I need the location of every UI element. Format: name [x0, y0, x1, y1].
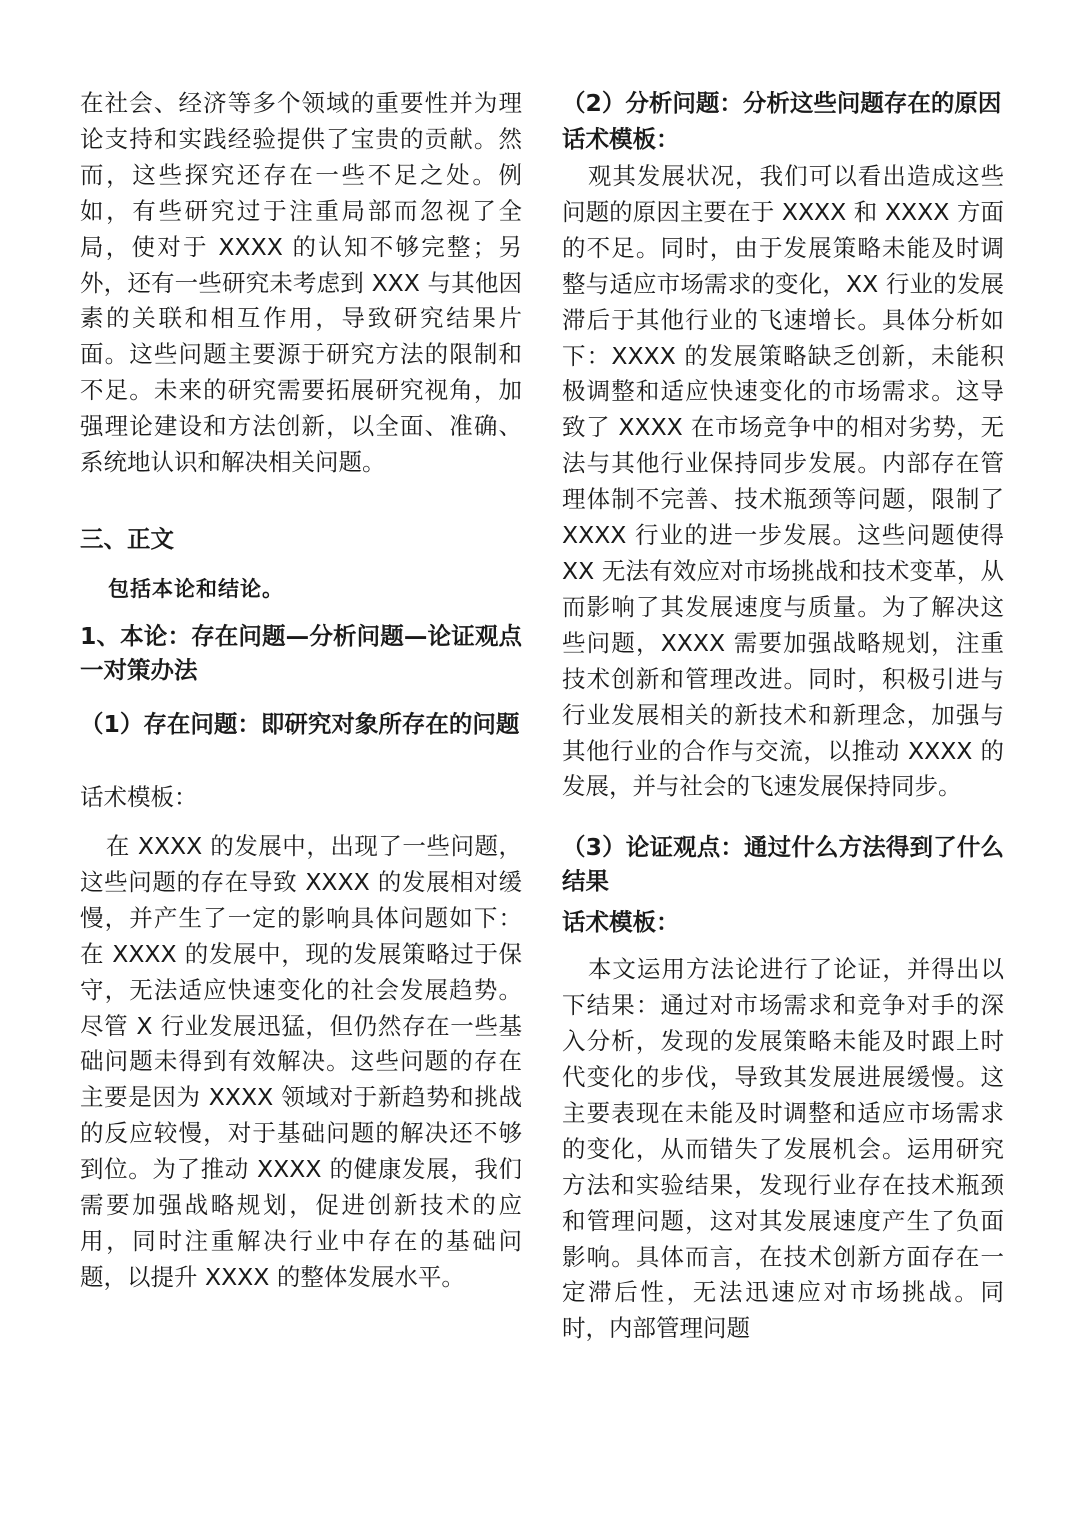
sub3-paragraph: 本文运用方法论进行了论证，并得出以下结果：通过对市场需求和竞争对手的深入分析，发现的发展策略未能及时跟上时代变化的步伐，导致其发展进展缓慢。这主要表现在未能及时调整和适应市场需求的变化，从而错失了发展机会。运用研究方法和实验结果，发现行业存在技术瓶颈和管理问题，这对其发展速度产生了负面影响。具体而言，在技术创新方面存在一定滞后性，无法迅速应对市场挑战。同时，内部管理问题	[562, 955, 1004, 1343]
sub1-paragraph: 在 XXXX 的发展中，出现了一些问题，这些问题的存在导致 XXXX 的发展相对缓慢，并产生了一定的影响具体问题如下：在 XXXX 的发展中，现的发展策略过于保守，无法适应快速变化的社会发展趋势。尽管 X 行业发展迅猛，但仍然存在一些基础问题未得到有效解决。这些问题的存在主要是因为 XXXX 领域对于新趋势和挑战的反应较慢，对于基础问题的解决还不够到位。为了推动 XXXX 的健康发展，我们需要加强战略规划，促进创新技术的应用，同时注重解决行业中存在的基础问题，以提升 XXXX 的整体发展水平。	[80, 831, 522, 1291]
intro-paragraph: 在社会、经济等多个领域的重要性并为理论支持和实践经验提供了宝贵的贡献。然而，这些探究还存在一些不足之处。例如，有些研究过于注重局部而忽视了全局，使对于 XXXX 的认知不够完整；另外，还有一些研究未考虑到 XXX 与其他因素的关联和相互作用，导致研究结果片面。这些问题主要源于研究方法的限制和不足。未来的研究需要拓展研究视角，加强理论建设和方法创新，以全面、准确、系统地认识和解决相关问题。	[80, 89, 522, 477]
sub3-template-label: 话术模板：	[562, 908, 680, 937]
sub1-template-label: 话术模板：	[80, 782, 198, 811]
section-title: 三、正文	[80, 524, 174, 553]
sub2-template-label: 话术模板：	[562, 125, 680, 153]
sub1-heading: （1）存在问题：即研究对象所存在的问题	[80, 709, 520, 738]
main-heading: 1、本论：存在问题—分析问题—论证观点一对策办法	[80, 621, 522, 684]
section-note: 包括本论和结论。	[108, 575, 284, 601]
left-column	[80, 86, 522, 1296]
sub3-heading: （3）论证观点：通过什么方法得到了什么结果	[562, 833, 1004, 896]
sub2-heading: （2）分析问题：分析这些问题存在的原因	[562, 89, 1002, 117]
sub2-paragraph: 观其发展状况，我们可以看出造成这些问题的原因主要在于 XXXX 和 XXXX 方面的不足。同时，由于发展策略未能及时调整与适应市场需求的变化，XX 行业的发展滞后于其他行业的飞速增长。具体分析如下：XXXX 的发展策略缺乏创新，未能积极调整和适应快速变化的市场需求。这导致了 XXXX 在市场竞争中的相对劣势，无法与其他行业保持同步发展。内部存在管理体制不完善、技术瓶颈等问题，限制了 XXXX 行业的进一步发展。这些问题使得 XX 无法有效应对市场挑战和技术变革，从而影响了其发展速度与质量。为了解决这些问题，XXXX 需要加强战略规划，注重技术创新和管理改进。同时，积极引进与行业发展相关的新技术和新理念，加强与其他行业的合作与交流，以推动 XXXX 的发展，并与社会的飞速发展保持同步。	[562, 162, 1004, 801]
right-column	[562, 86, 1004, 1347]
